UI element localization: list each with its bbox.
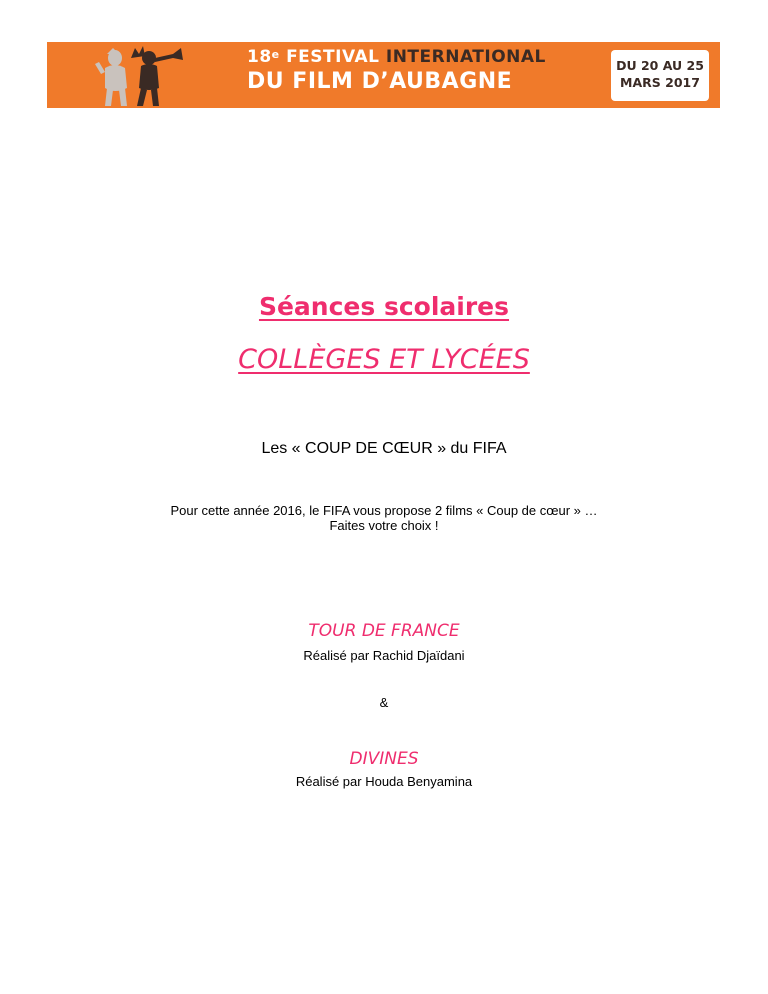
film-director-2: Réalisé par Houda Benyamina	[295, 774, 473, 789]
edition-number: 18	[247, 47, 272, 67]
film-title-divines: DIVINES	[349, 749, 419, 769]
edition-suffix: e	[271, 48, 280, 61]
film-director-1: Réalisé par Rachid Djaïdani	[303, 648, 465, 663]
banner-title	[247, 47, 587, 93]
film-title-tour-de-france: TOUR DE FRANCE	[308, 621, 460, 641]
date-line1: DU 20 AU 25	[616, 58, 704, 73]
banner-line1	[247, 49, 587, 66]
heading-colleges-lycees	[0, 344, 768, 375]
festival-banner	[47, 42, 720, 108]
international-word: INTERNATIONAL	[385, 47, 546, 67]
film-separator: &	[379, 695, 389, 710]
date-line2: MARS 2017	[620, 75, 700, 90]
coup-de-coeur-subtitle: Les « COUP DE CŒUR » du FIFA	[261, 440, 507, 457]
banner-line2: DU FILM D’AUBAGNE	[247, 69, 513, 94]
intro-line2: Faites votre choix !	[329, 518, 439, 533]
intro-line1: Pour cette année 2016, le FIFA vous propose 2 films « Coup de cœur » …	[170, 503, 598, 518]
trumpet-player-logo	[93, 44, 185, 106]
festival-dates	[611, 50, 709, 101]
heading-line2: COLLÈGES ET LYCÉES	[238, 344, 530, 375]
intro-text	[0, 503, 768, 533]
festival-word: FESTIVAL	[286, 47, 380, 67]
heading-line1: Séances scolaires	[258, 292, 510, 321]
heading-seances-scolaires	[0, 292, 768, 321]
